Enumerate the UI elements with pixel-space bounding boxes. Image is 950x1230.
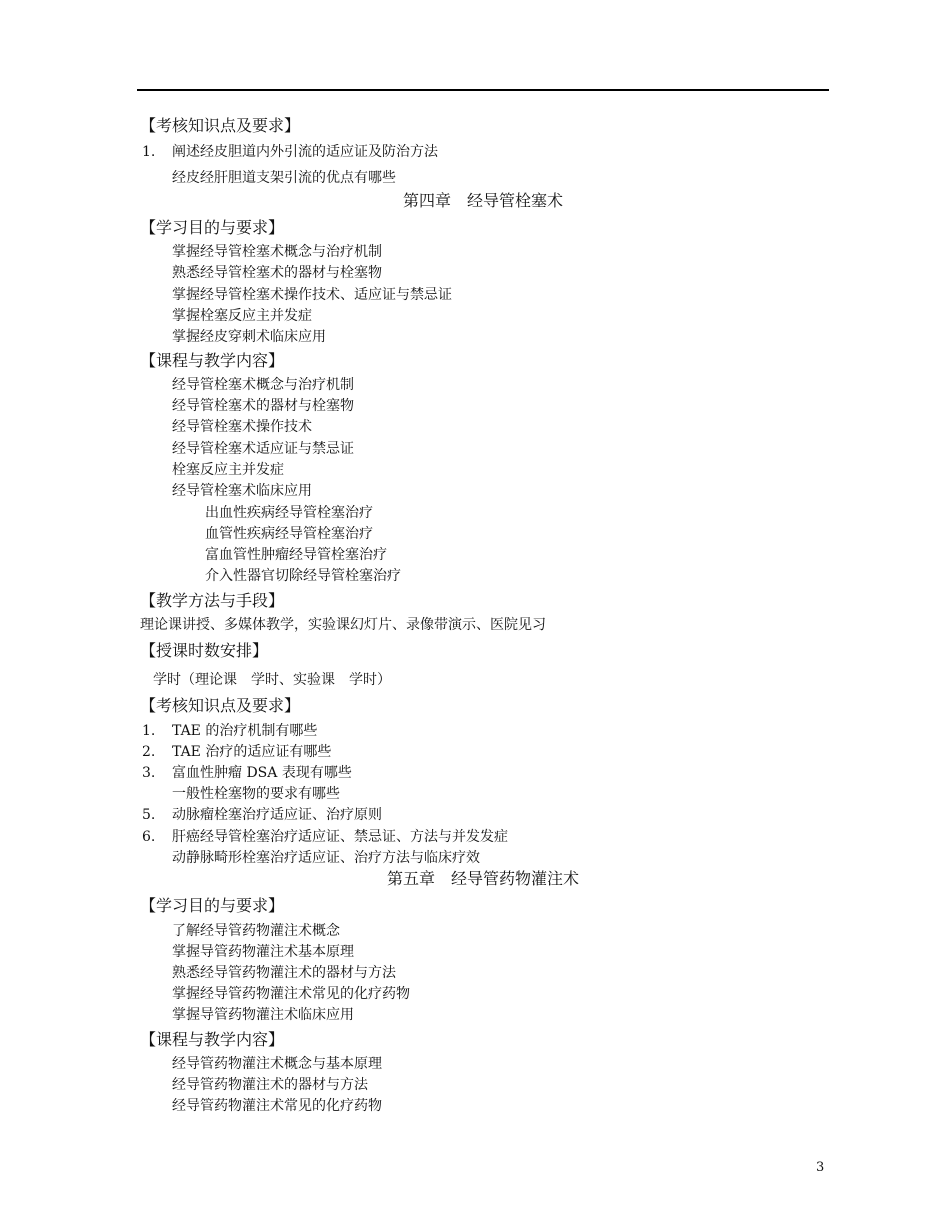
item-number: 5. <box>142 807 156 823</box>
list-item <box>172 461 284 479</box>
line-text: 【课程与教学内容】 <box>140 1030 285 1049</box>
line-text: 掌握导管药物灌注术基本原理 <box>172 944 354 960</box>
list-item <box>172 307 312 325</box>
line-text: 【教学方法与手段】 <box>140 591 285 610</box>
item-number: 3. <box>142 765 156 781</box>
section-heading <box>140 591 284 611</box>
list-item <box>172 943 354 961</box>
line-text: 掌握经导管栓塞术操作技术、适应证与禁忌证 <box>172 287 452 303</box>
line-text: 经导管药物灌注术的器材与方法 <box>172 1077 368 1093</box>
line-text: 学时（理论课 学时、实验课 学时） <box>153 672 391 688</box>
line-text: 动脉瘤栓塞治疗适应证、治疗原则 <box>172 807 382 823</box>
line-text: 掌握栓塞反应主并发症 <box>172 308 312 324</box>
line-text: 经导管栓塞术的器材与栓塞物 <box>172 398 354 414</box>
numbered-item <box>142 722 317 740</box>
list-item <box>153 671 391 689</box>
section-heading <box>140 696 300 716</box>
list-item <box>205 504 373 522</box>
line-text: 富血性肿瘤 DSA 表现有哪些 <box>172 765 352 781</box>
list-item <box>172 286 452 304</box>
numbered-item <box>142 806 382 824</box>
list-item <box>172 397 354 415</box>
line-text: 血管性疾病经导管栓塞治疗 <box>205 526 373 542</box>
list-item <box>205 525 373 543</box>
chapter-title <box>0 869 950 889</box>
numbered-item <box>142 743 331 761</box>
line-text: 经导管栓塞术适应证与禁忌证 <box>172 441 354 457</box>
numbered-item <box>142 764 352 782</box>
line-text: TAE 的治疗机制有哪些 <box>172 723 318 739</box>
line-text: 出血性疾病经导管栓塞治疗 <box>205 505 373 521</box>
list-item <box>205 567 401 585</box>
item-number: 2. <box>142 744 156 760</box>
section-heading <box>140 1030 284 1050</box>
section-heading <box>140 351 284 371</box>
line-text: 理论课讲授、多媒体教学，实验课幻灯片、录像带演示、医院见习 <box>140 617 546 633</box>
list-item <box>172 1055 382 1073</box>
line-text: 熟悉经导管栓塞术的器材与栓塞物 <box>172 265 382 281</box>
list-item <box>172 849 480 867</box>
list-item <box>172 1076 368 1094</box>
list-item <box>172 328 326 346</box>
list-item <box>172 1006 354 1024</box>
line-text: 【学习目的与要求】 <box>140 218 285 237</box>
list-item <box>172 243 382 261</box>
line-text: 肝癌经导管栓塞治疗适应证、禁忌证、方法与并发发症 <box>172 829 508 845</box>
list-item <box>172 169 396 187</box>
list-item <box>172 985 410 1003</box>
line-text: 掌握导管药物灌注术临床应用 <box>172 1007 354 1023</box>
line-text: 介入性器官切除经导管栓塞治疗 <box>205 568 401 584</box>
list-item <box>172 785 340 803</box>
list-item <box>172 440 354 458</box>
line-text: 掌握经导管药物灌注术常见的化疗药物 <box>172 986 410 1002</box>
section-heading <box>140 896 284 916</box>
line-text: 熟悉经导管药物灌注术的器材与方法 <box>172 965 396 981</box>
line-text: 经导管栓塞术临床应用 <box>172 483 312 499</box>
line-text: 【考核知识点及要求】 <box>140 696 301 715</box>
line-text: 【考核知识点及要求】 <box>140 116 301 135</box>
list-item <box>172 922 340 940</box>
header-rule <box>137 89 829 91</box>
chapter-title <box>0 191 950 211</box>
line-text: TAE 治疗的适应证有哪些 <box>172 744 332 760</box>
numbered-item <box>142 828 508 846</box>
line-text: 第四章 经导管栓塞术 <box>402 191 563 210</box>
line-text: 【授课时数安排】 <box>140 641 269 660</box>
numbered-item <box>142 143 438 161</box>
line-text: 一般性栓塞物的要求有哪些 <box>172 786 340 802</box>
line-text: 了解经导管药物灌注术概念 <box>172 923 340 939</box>
line-text: 【课程与教学内容】 <box>140 351 285 370</box>
item-number: 6. <box>142 829 156 845</box>
line-text: 经导管栓塞术操作技术 <box>172 419 312 435</box>
line-text: 【学习目的与要求】 <box>140 896 285 915</box>
section-heading <box>140 218 284 238</box>
list-item <box>172 482 312 500</box>
line-text: 掌握经皮穿刺术临床应用 <box>172 329 326 345</box>
item-number: 1. <box>142 144 156 160</box>
line-text: 阐述经皮胆道内外引流的适应证及防治方法 <box>172 144 438 160</box>
list-item <box>205 546 387 564</box>
page-number: 3 <box>816 1160 825 1175</box>
list-item <box>172 264 382 282</box>
line-text: 动静脉畸形栓塞治疗适应证、治疗方法与临床疗效 <box>172 850 480 866</box>
line-text: 经导管药物灌注术常见的化疗药物 <box>172 1098 382 1114</box>
list-item <box>172 376 354 394</box>
section-heading <box>140 641 268 661</box>
list-item <box>172 1097 382 1115</box>
line-text: 第五章 经导管药物灌注术 <box>386 869 579 888</box>
line-text: 经皮经肝胆道支架引流的优点有哪些 <box>172 170 396 186</box>
line-text: 经导管药物灌注术概念与基本原理 <box>172 1056 382 1072</box>
list-item <box>172 964 396 982</box>
section-heading <box>140 116 300 136</box>
line-text: 栓塞反应主并发症 <box>172 462 284 478</box>
line-text: 掌握经导管栓塞术概念与治疗机制 <box>172 244 382 260</box>
item-number: 1. <box>142 723 156 739</box>
list-item <box>172 418 312 436</box>
line-text: 富血管性肿瘤经导管栓塞治疗 <box>205 547 387 563</box>
line-text: 经导管栓塞术概念与治疗机制 <box>172 377 354 393</box>
list-item <box>140 616 546 634</box>
